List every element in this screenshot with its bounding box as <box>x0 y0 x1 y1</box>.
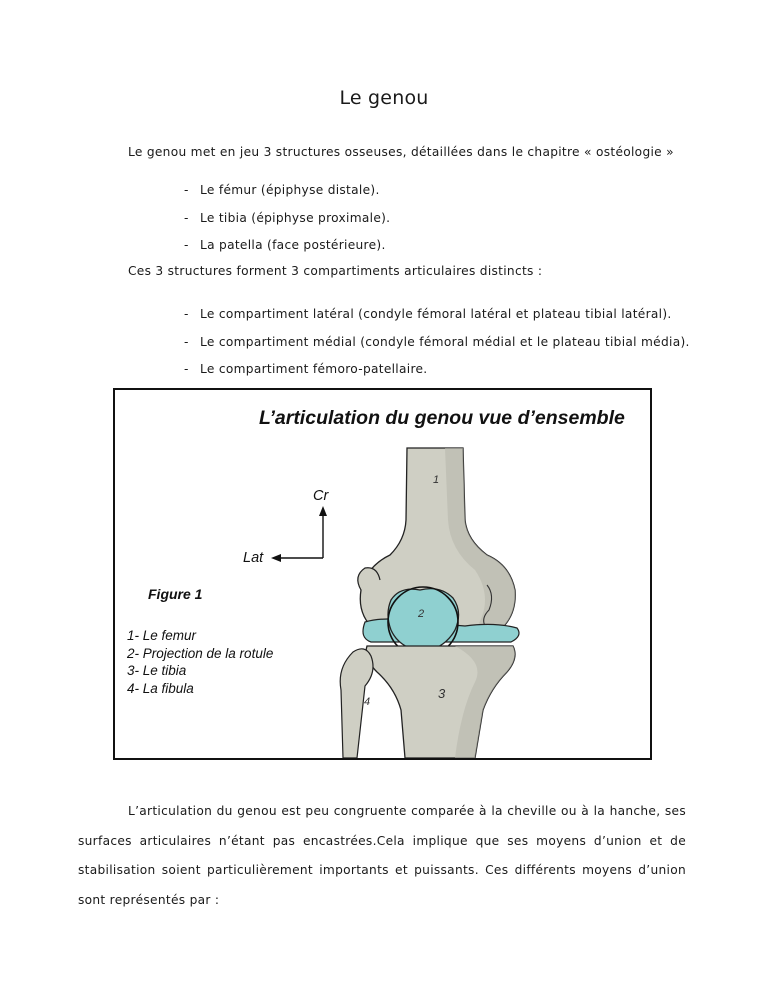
compartment-list-item <box>184 335 690 349</box>
body-paragraph <box>78 797 686 915</box>
bone-list-item <box>184 211 390 225</box>
axis-cr-label: Cr <box>313 488 329 504</box>
bullet-dash: - <box>184 362 189 376</box>
intro-paragraph: Le genou met en jeu 3 structures osseuses, détaillées dans le chapitre « ostéologie » <box>128 145 674 159</box>
compartment-list-text: Le compartiment fémoro-patellaire. <box>200 362 428 376</box>
bone-list-text: La patella (face postérieure). <box>200 238 386 252</box>
compartments-intro: Ces 3 structures forment 3 compartiments articulaires distincts : <box>128 264 543 278</box>
page-title: Le genou <box>339 87 429 109</box>
figure-legend <box>127 627 273 697</box>
bullet-dash: - <box>184 335 189 349</box>
compartment-list-text: Le compartiment latéral (condyle fémoral latéral et plateau tibial latéral). <box>200 307 672 321</box>
bone-list-text: Le tibia (épiphyse proximale). <box>200 211 391 225</box>
compartment-list-item <box>184 362 427 376</box>
bullet-dash: - <box>184 307 189 321</box>
compartment-list-text: Le compartiment médial (condyle fémoral médial et le plateau tibial média). <box>200 335 690 349</box>
axis-lat-label: Lat <box>243 550 264 566</box>
legend-item: 2- Projection de la rotule <box>127 645 274 661</box>
bone-list-item <box>184 238 386 252</box>
figure-title: L’articulation du genou vue d’ensemble <box>259 407 625 429</box>
bone-list-text: Le fémur (épiphyse distale). <box>200 183 380 197</box>
knee-figure <box>113 388 652 760</box>
body-line: stabilisation soient particulièrement importants et puissants. Ces différents moyens d’union <box>78 863 686 877</box>
knee-illustration <box>115 390 650 758</box>
bone-list-item <box>184 183 380 197</box>
body-line: surfaces articulaires n’étant pas encastrées.Cela implique que ses moyens d’union et de <box>78 833 686 848</box>
bullet-dash: - <box>184 238 189 252</box>
compartment-list-item <box>184 307 672 321</box>
body-line: sont représentés par : <box>78 892 220 907</box>
femur-number: 1 <box>433 474 440 486</box>
bullet-dash: - <box>184 183 189 197</box>
body-line: L’articulation du genou est peu congruente comparée à la cheville ou à la hanche, ses <box>128 804 686 818</box>
legend-item: 1- Le femur <box>127 628 197 643</box>
legend-item: 3- Le tibia <box>127 663 187 678</box>
axis-cr-arrow <box>319 506 327 516</box>
tibia-number: 3 <box>438 686 446 701</box>
legend-item: 4- La fibula <box>127 680 194 696</box>
axis-lat-arrow <box>271 554 281 562</box>
fibula-number: 4 <box>364 696 371 708</box>
figure-caption: Figure 1 <box>148 586 203 602</box>
patella-number: 2 <box>418 608 425 620</box>
bullet-dash: - <box>184 211 189 225</box>
